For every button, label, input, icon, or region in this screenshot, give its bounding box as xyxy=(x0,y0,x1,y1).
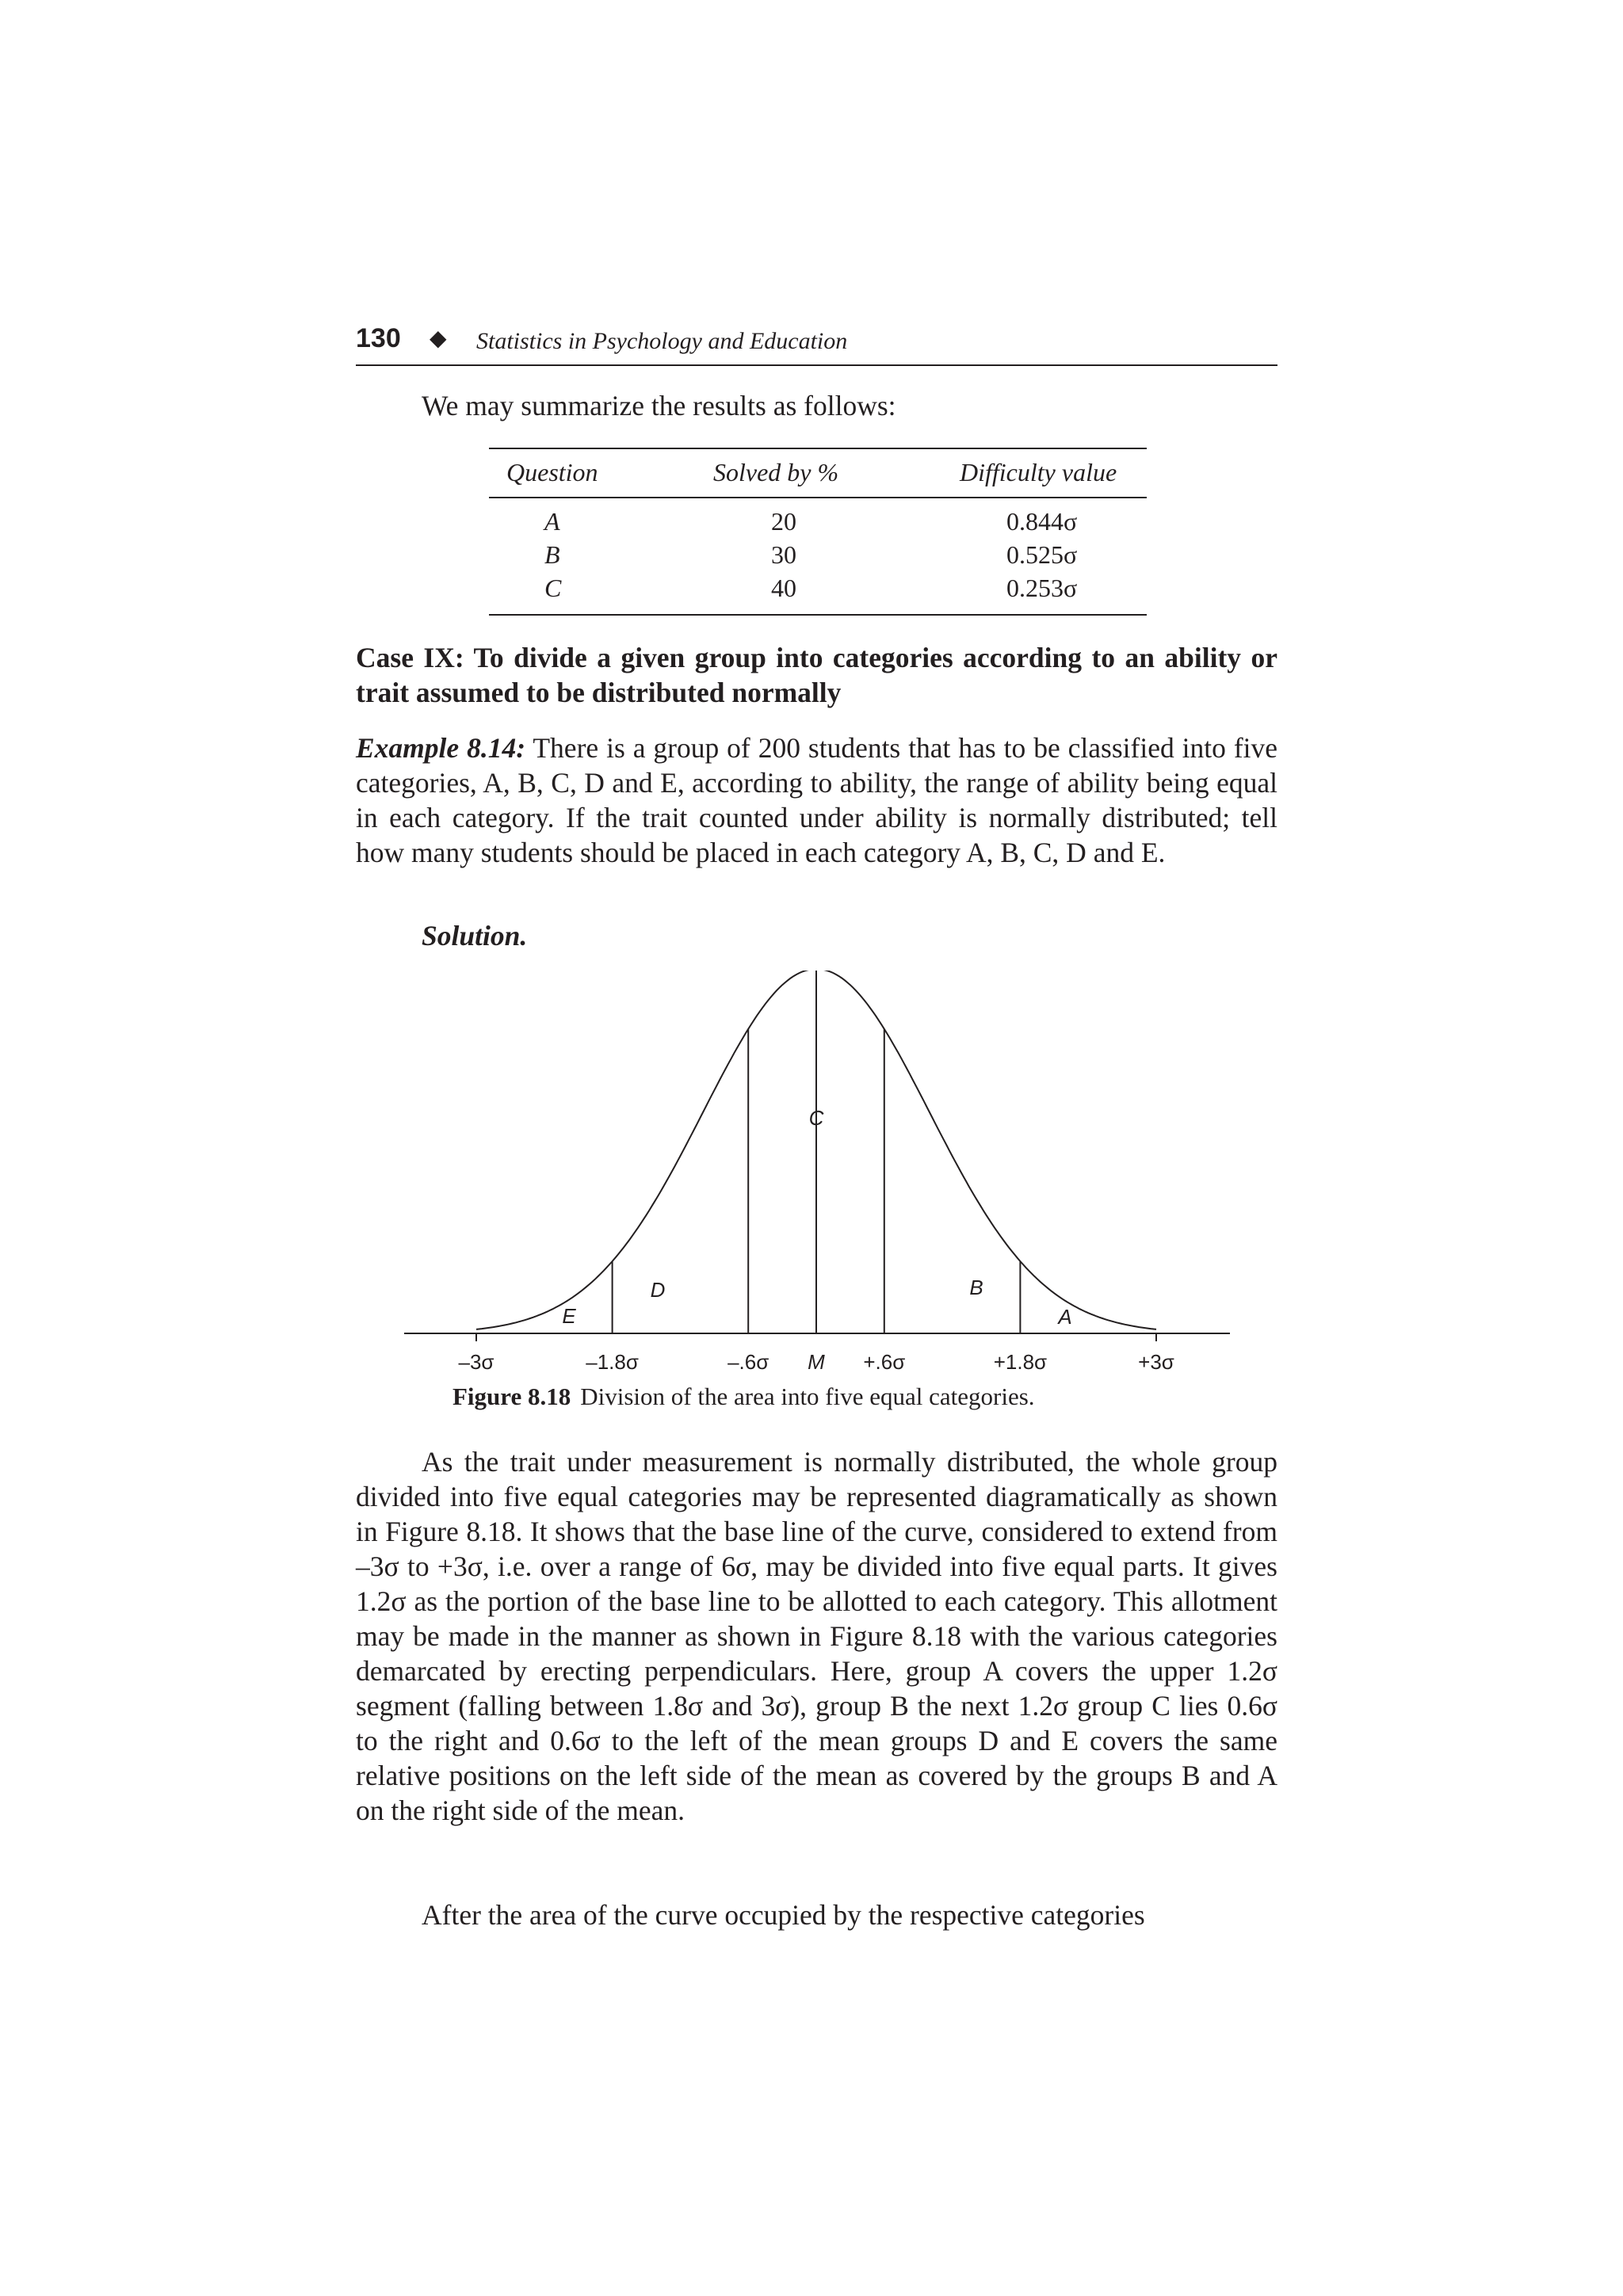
table-cell: A xyxy=(544,507,560,536)
normal-curve-diagram xyxy=(404,971,1236,1375)
table-top-rule xyxy=(489,448,1147,449)
caption-text: Division of the area into five equal categories. xyxy=(580,1383,1035,1410)
solution-label: Solution. xyxy=(422,920,528,952)
table-cell: 0.525σ xyxy=(1006,540,1078,569)
page-header xyxy=(356,323,1277,366)
table-header-solved: Solved by % xyxy=(713,458,839,486)
body-paragraph-2 xyxy=(356,1897,1277,1932)
figure-caption xyxy=(453,1383,1035,1411)
table-header-rule xyxy=(489,497,1147,498)
table-cell: C xyxy=(544,574,562,602)
table-bottom-rule xyxy=(489,614,1147,616)
normal-curve-figure xyxy=(404,971,1236,1379)
table-cell: 20 xyxy=(771,507,796,536)
example-paragraph xyxy=(356,730,1277,870)
region-label-b: B xyxy=(969,1276,983,1299)
axis-label: +3σ xyxy=(1138,1350,1174,1374)
axis-label: +.6σ xyxy=(863,1350,906,1374)
caption-label: Figure 8.18 xyxy=(453,1383,571,1410)
axis-label: +1.8σ xyxy=(993,1350,1048,1374)
axis-label: –1.8σ xyxy=(586,1350,639,1374)
running-title: Statistics in Psychology and Education xyxy=(476,328,848,354)
case-heading: Case IX: To divide a given group into categories according to an ability or trait assumed to be distributed normally xyxy=(356,642,1277,708)
table-cell: B xyxy=(544,540,560,569)
table-cell: 0.253σ xyxy=(1006,574,1078,602)
diamond-icon: ◆ xyxy=(430,326,447,351)
table-header-difficulty: Difficulty value xyxy=(960,458,1117,486)
region-label-c: C xyxy=(808,1106,824,1130)
region-label-a: A xyxy=(1058,1305,1072,1329)
axis-label: M xyxy=(808,1350,825,1374)
body-paragraph-1 xyxy=(356,1444,1277,1828)
axis-label: –.6σ xyxy=(727,1350,769,1374)
example-label: Example 8.14: xyxy=(356,732,526,764)
table-cell: 30 xyxy=(771,540,796,569)
axis-label: –3σ xyxy=(458,1350,495,1374)
example-text: There is a group of 200 students that has to be classified into five categories, A, B, C, D and E, according to ability, the range of ability being equal in each category. If the trait counted under ability is normally distributed; tell how many students should be placed in each category A, B, C, D and E. xyxy=(356,732,1278,868)
table-header-question: Question xyxy=(506,458,598,486)
page-number: 130 xyxy=(356,323,401,353)
paragraph-text: As the trait under measurement is normally distributed, the whole group divided into five equal categories may be represented diagramatically as shown in Figure 8.18. It shows that the base line of the curve, considered to extend from –3σ to +3σ, i.e. over a range of 6σ, may be divided into five equal parts. It gives 1.2σ as the portion of the base line to be allotted to each category. This allotment may be made in the manner as shown in Figure 8.18 with the various categories demarcated by erecting perpendiculars. Here, group A covers the upper 1.2σ segment (falling between 1.8σ and 3σ), group B the next 1.2σ group C lies 0.6σ to the right and 0.6σ to the left of the mean groups D and E covers the same relative positions on the left side of the mean as covered by the groups B and A on the right side of the mean. xyxy=(356,1446,1277,1826)
paragraph-text: After the area of the curve occupied by the respective categories xyxy=(422,1899,1145,1931)
table-cell: 40 xyxy=(771,574,796,602)
region-label-e: E xyxy=(562,1304,576,1328)
table-cell: 0.844σ xyxy=(1006,507,1078,536)
region-label-d: D xyxy=(650,1278,666,1302)
intro-text: We may summarize the results as follows: xyxy=(422,390,896,421)
